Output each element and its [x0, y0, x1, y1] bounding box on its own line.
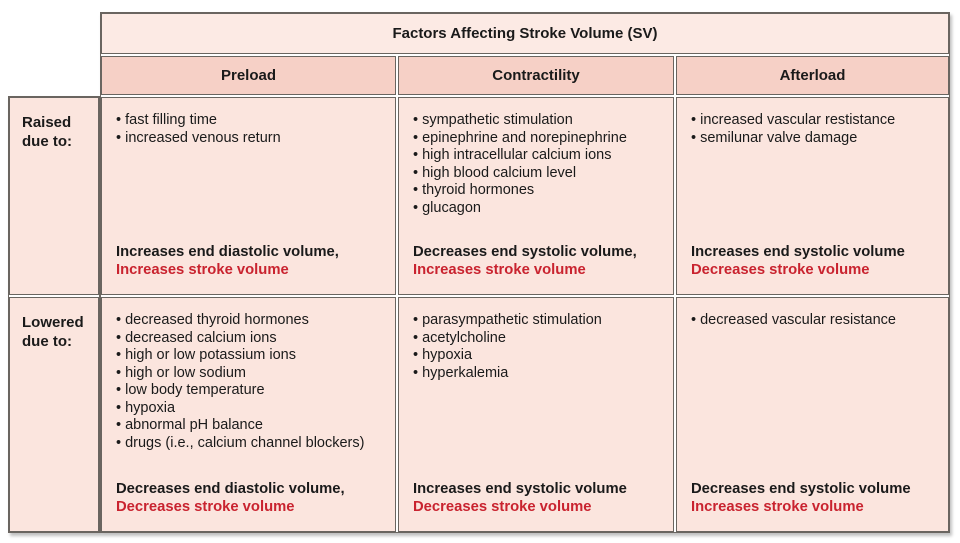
cell-raised-afterload — [676, 97, 949, 295]
bullet-item: • glucagon — [413, 199, 481, 216]
cell-raised-contractility — [398, 97, 674, 295]
row-label-column — [8, 96, 100, 533]
stroke-volume-table — [100, 12, 950, 533]
bullet-item: • hypoxia — [413, 347, 473, 363]
bullet-item: • sympathetic stimulation — [413, 112, 573, 128]
column-header-contractility: Contractility — [398, 56, 674, 95]
bullet-list — [691, 312, 940, 330]
bullet-item: • drugs (i.e., calcium channel blockers) — [116, 434, 365, 451]
bullet-item: • decreased calcium ions — [116, 329, 277, 346]
bullet-item: • decreased thyroid hormones — [116, 312, 309, 328]
effect-line: Decreases end diastolic volume, — [116, 481, 345, 497]
effect-line: Increases end diastolic volume, — [116, 244, 339, 260]
summary-block — [413, 480, 665, 516]
bullet-list — [413, 312, 665, 382]
sv-effect-line: Decreases stroke volume — [691, 262, 870, 278]
summary-block — [691, 243, 940, 279]
sv-effect-line: Decreases stroke volume — [116, 499, 295, 515]
bullet-item: • high blood calcium level — [413, 164, 577, 181]
bullet-item: • low body temperature — [116, 382, 265, 398]
bullet-item: • increased venous return — [116, 129, 281, 146]
sv-effect-line: Decreases stroke volume — [413, 499, 592, 515]
row-label-raised: Raised due to: — [9, 97, 99, 295]
bullet-item: • semilunar valve damage — [691, 129, 858, 146]
table-title: Factors Affecting Stroke Volume (SV) — [101, 13, 949, 54]
bullet-list — [116, 312, 387, 452]
effect-line: Decreases end systolic volume — [691, 481, 911, 497]
bullet-item: • hypoxia — [116, 399, 176, 416]
cell-lowered-contractility — [398, 297, 674, 532]
bullet-item: • acetylcholine — [413, 329, 506, 346]
bullet-item: • high or low sodium — [116, 364, 246, 381]
cell-raised-preload — [101, 97, 396, 295]
column-header-afterload: Afterload — [676, 56, 949, 95]
effect-line: Increases end systolic volume — [691, 244, 905, 260]
bullet-item: • parasympathetic stimulation — [413, 312, 602, 328]
summary-block — [413, 243, 665, 279]
summary-block — [691, 480, 940, 516]
bullet-item: • thyroid hormones — [413, 182, 535, 198]
summary-block — [116, 480, 387, 516]
effect-line: Decreases end systolic volume, — [413, 244, 637, 260]
bullet-item: • fast filling time — [116, 112, 217, 128]
bullet-item: • hyperkalemia — [413, 364, 509, 381]
sv-effect-line: Increases stroke volume — [116, 262, 289, 278]
bullet-item: • high or low potassium ions — [116, 347, 296, 363]
bullet-item: • epinephrine and norepinephrine — [413, 129, 627, 146]
bullet-list — [413, 112, 665, 217]
bullet-item: • high intracellular calcium ions — [413, 147, 612, 163]
bullet-item: • decreased vascular resistance — [691, 312, 896, 328]
bullet-item: • abnormal pH balance — [116, 417, 263, 433]
bullet-list — [116, 112, 387, 147]
bullet-item: • increased vascular restistance — [691, 112, 896, 128]
column-header-preload: Preload — [101, 56, 396, 95]
row-label-lowered: Lowered due to: — [9, 297, 99, 532]
sv-effect-line: Increases stroke volume — [691, 499, 864, 515]
effect-line: Increases end systolic volume — [413, 481, 627, 497]
cell-lowered-afterload — [676, 297, 949, 532]
bullet-list — [691, 112, 940, 147]
summary-block — [116, 243, 387, 279]
sv-effect-line: Increases stroke volume — [413, 262, 586, 278]
cell-lowered-preload — [101, 297, 396, 532]
